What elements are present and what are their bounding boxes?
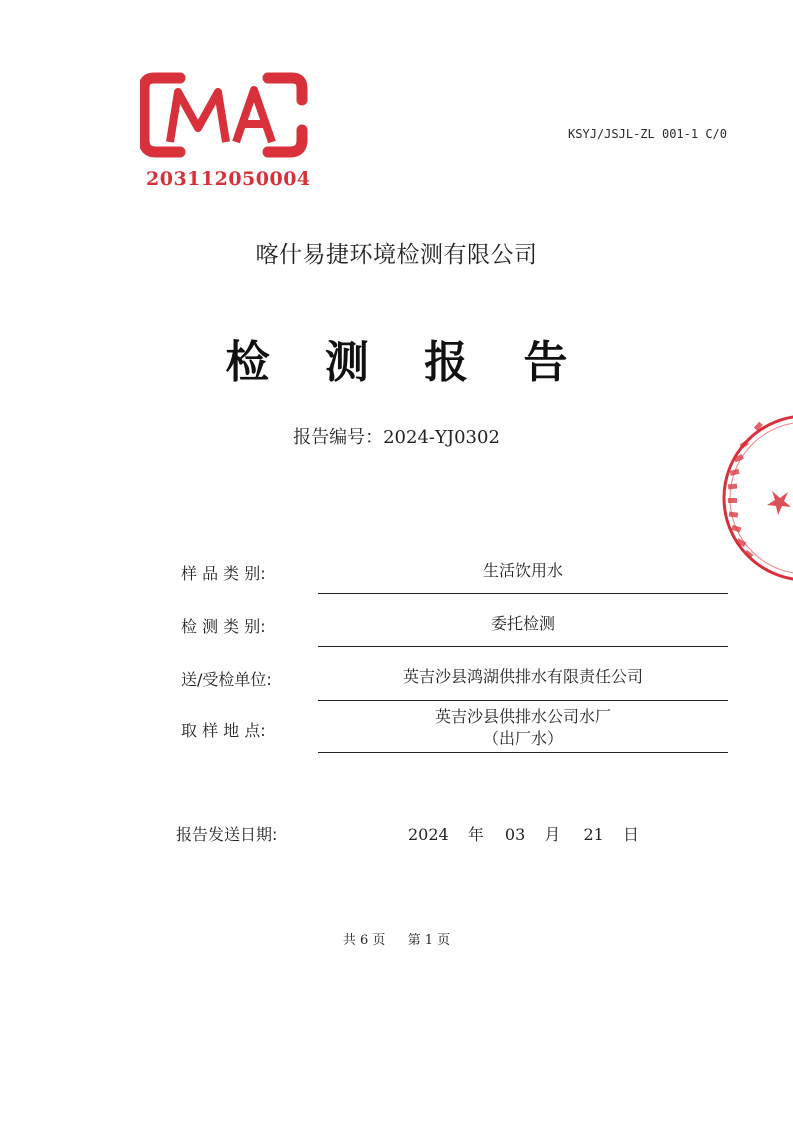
client-unit-underline — [318, 700, 728, 701]
page-total: 共 6 页 — [342, 933, 386, 948]
stamp-icon — [718, 412, 793, 584]
sample-type-value: 生活饮用水 — [482, 561, 563, 580]
sample-type-underline — [318, 593, 728, 594]
sampling-site-line1: 英吉沙县供排水公司水厂 — [434, 707, 611, 726]
test-type-underline — [318, 646, 728, 647]
test-type-label: 检 测 类 别: — [181, 617, 266, 636]
report-title: 检 测 报 告 — [225, 337, 588, 388]
issue-year: 2024 — [408, 825, 449, 844]
sampling-site-label: 取 样 地 点: — [181, 721, 266, 740]
issue-day: 21 — [583, 825, 604, 844]
document-code: KSYJ/JSJL-ZL 001-1 C/0 — [568, 127, 727, 141]
page-current: 第 1 页 — [407, 933, 451, 948]
report-number-label: 报告编号： — [293, 427, 384, 448]
report-number-value: 2024-YJ0302 — [383, 427, 500, 448]
sampling-site-value — [318, 706, 728, 750]
issue-date-label: 报告发送日期: — [176, 825, 278, 844]
sample-type-label: 样 品 类 别: — [181, 564, 266, 583]
sampling-site-underline — [318, 752, 728, 753]
cma-seal — [140, 70, 310, 195]
cma-logo-icon — [140, 70, 310, 170]
client-unit-label: 送/受检单位: — [181, 670, 272, 689]
issue-month: 03 — [504, 825, 526, 844]
sampling-site-line2: （出厂水） — [482, 729, 563, 748]
official-stamp — [718, 412, 793, 584]
issue-day-unit: 日 — [622, 825, 639, 844]
company-name: 喀什易捷环境检测有限公司 — [255, 242, 538, 268]
issue-year-unit: 年 — [467, 825, 484, 844]
report-number — [0, 423, 793, 449]
cma-seal-number: 203112050004 — [146, 168, 311, 190]
client-unit-value: 英吉沙县鸿湖供排水有限责任公司 — [402, 667, 643, 686]
issue-date — [408, 822, 639, 845]
issue-month-unit: 月 — [544, 825, 561, 844]
test-type-value: 委托检测 — [490, 614, 555, 633]
page-footer — [0, 929, 793, 948]
